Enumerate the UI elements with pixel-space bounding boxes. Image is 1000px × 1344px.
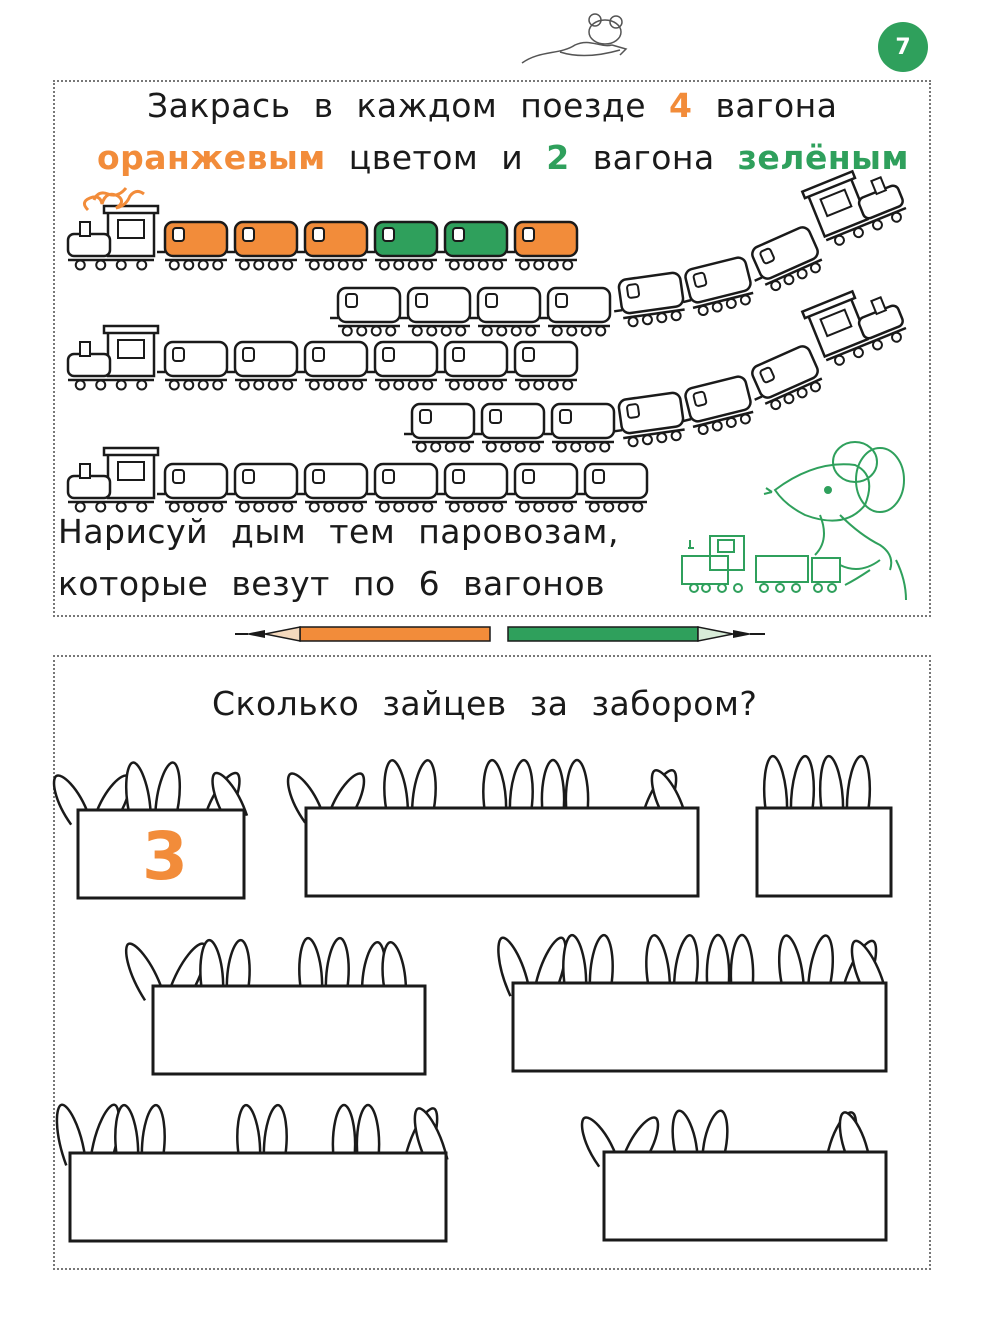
- rabbit-group-6: [51, 1102, 449, 1241]
- page-number-badge: 7: [878, 22, 928, 72]
- rabbit-group-4: [119, 937, 425, 1074]
- example-answer: 3: [142, 818, 188, 895]
- instruction-text-c: вагона: [592, 138, 715, 177]
- green-count: 2: [546, 138, 570, 177]
- green-color-word: зелёным: [737, 138, 909, 177]
- smoke-prompt-line-1: Нарисуй дым тем паровозам,: [58, 512, 619, 551]
- rabbit-group-3: [757, 755, 891, 896]
- instruction-text-mid: цветом и: [348, 138, 524, 177]
- smoke-prompt-line-2: которые везут по 6 вагонов: [58, 564, 606, 603]
- rabbit-group-5: [492, 934, 887, 1071]
- orange-count: 4: [669, 86, 693, 125]
- rabbit-group-5-fence-answer-box[interactable]: [513, 983, 886, 1071]
- rabbit-group-3-fence-answer-box[interactable]: [757, 808, 891, 896]
- rabbits-question: Сколько зайцев за забором?: [212, 684, 758, 723]
- rabbit-group-4-fence-answer-box[interactable]: [153, 986, 425, 1074]
- rabbit-group-7-fence-answer-box[interactable]: [604, 1152, 886, 1240]
- instruction-text-a: Закрась в каждом поезде: [147, 86, 647, 125]
- orange-color-word: оранжевым: [97, 138, 326, 177]
- rabbit-group-7: [575, 1109, 886, 1240]
- rabbit-group-2-fence-answer-box[interactable]: [306, 808, 698, 896]
- rabbit-group-6-fence-answer-box[interactable]: [70, 1153, 446, 1241]
- instruction-text-b: вагона: [715, 86, 838, 125]
- rabbit-group-2: [281, 759, 698, 896]
